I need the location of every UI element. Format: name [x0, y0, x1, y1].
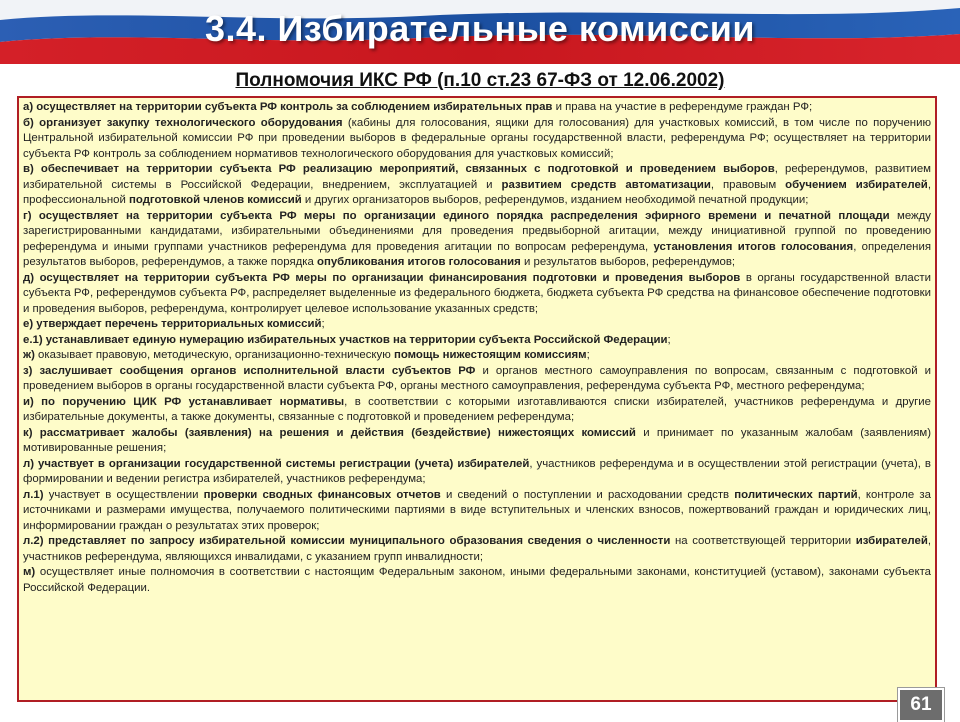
list-item [23, 364, 931, 395]
bold-text-segment: развитием средств автоматизации [501, 178, 711, 191]
text-segment: осуществляет иные полномочия в соответствии с настоящим Федеральным законом, иными федеральными законами, конституцией (уставом), законами субъекта Российской Федерации. [23, 566, 931, 594]
bold-text-segment: з) заслушивает сообщения органов исполнительной власти субъектов РФ [23, 364, 476, 377]
text-segment: ; [667, 333, 671, 346]
list-item [23, 488, 931, 535]
bold-text-segment: л.1) [23, 488, 44, 501]
bold-text-segment: е.1) устанавливает единую нумерацию избирательных участков на территории субъекта Российской Федерации [23, 333, 668, 346]
text-segment: и других организаторов выборов, референдумов, изданием необходимой печатной продукции; [301, 194, 809, 206]
slide-title: 3.4. Избирательные комиссии [204, 8, 756, 49]
bold-text-segment: л) участвует в организации государственной системы регистрации (учета) избирателей [23, 457, 530, 470]
text-segment: оказывает правовую, методическую, организационно-техническую [34, 349, 394, 361]
bold-text-segment: подготовкой членов комиссий [129, 194, 302, 206]
bold-text-segment: опубликования итогов голосования [317, 256, 521, 268]
text-segment: , правовым [710, 178, 786, 191]
bold-text-segment: помощь нижестоящим комиссиям [393, 349, 587, 361]
list-item [23, 116, 931, 163]
bold-text-segment: б) организует закупку технологического оборудования [23, 116, 343, 129]
bold-text-segment: л.2) представляет по запросу избирательной комиссии муниципального образования сведения о численности [23, 535, 671, 547]
slide-subtitle [0, 70, 960, 92]
bold-text-segment: политических партий [734, 488, 858, 501]
bold-text-segment: установления итогов голосования [653, 240, 854, 253]
page-number-badge: 61 [898, 688, 944, 722]
list-item [23, 426, 931, 457]
list-item [23, 565, 931, 596]
text-segment: , участников референдума, являющихся инвалидами, с указанием групп инвалидности; [23, 535, 932, 563]
text-segment: и принимает по указанным жалобам (заявлениям) мотивированные решения; [23, 426, 932, 454]
list-item [23, 209, 931, 271]
bold-text-segment: избирателей [855, 535, 928, 547]
header-banner [0, 0, 960, 64]
text-segment: , участников референдума и в осуществлении этой регистрации (учета), в формировании и ведении регистра избирателей, участников референдума; [23, 457, 931, 485]
list-item [23, 395, 931, 426]
list-item [23, 348, 931, 364]
text-segment: , определения результатов выборов, референдумов, а также порядка [23, 240, 931, 268]
bold-text-segment: и) по поручению ЦИК РФ устанавливает нормативы [23, 395, 345, 408]
list-item [23, 333, 931, 349]
bold-text-segment: д) осуществляет на территории субъекта РФ меры по организации финансирования подготовки и проведения выборов [23, 271, 741, 284]
bold-text-segment: в) обеспечивает на территории субъекта РФ реализацию мероприятий, связанных с подготовкой и проведением выборов [23, 163, 775, 175]
bold-text-segment: обучением избирателей [785, 178, 928, 191]
bold-text-segment: ж) [23, 349, 35, 361]
text-segment: и результатов выборов, референдумов; [520, 256, 736, 268]
text-segment: и права на участие в референдуме граждан РФ; [552, 101, 813, 113]
list-item [23, 271, 931, 318]
text-segment: между зарегистрированными кандидатами, избирательными объединениями для проведения предвыборной агитации, между инициативной группой по проведению референдума и иными группами участников референдума для проведения агитации по вопросам референдума, [23, 209, 931, 253]
text-segment: в органы государственной власти субъекта РФ, референдумов субъекта РФ, распределяет выделенные из федерального бюджета, бюджета субъекта РФ средства на финансовое обеспечение подготовки и проведения выборов, референдума, контролирует целевое использование указанных средств; [23, 271, 931, 315]
list-item [23, 162, 931, 209]
text-segment: , в соответствии с которыми изготавливаются списки избирателей, участников референдума и другие избирательные документы, а также документы, связанные с подготовкой и проведением референдума; [23, 395, 931, 423]
text-segment: , профессиональной [23, 178, 931, 206]
bold-text-segment: к) рассматривает жалобы (заявления) на решения и действия (бездействие) нижестоящих комиссий [23, 426, 636, 439]
list-item [23, 317, 931, 333]
list-item [23, 457, 931, 488]
text-segment: и сведений о поступлении и расходовании средств [440, 488, 735, 501]
list-item [23, 534, 931, 565]
list-item [23, 100, 931, 116]
text-segment: ; [321, 318, 325, 330]
bold-text-segment: а) осуществляет на территории субъекта РФ контроль за соблюдением избирательных прав [23, 101, 553, 113]
text-segment: участвует в осуществлении [43, 488, 204, 501]
text-segment: , контроле за источниками и размерами имущества, получаемого политическими партиями в виде вступительных и членских взносов, пожертвований граждан и юридических лиц, информировании граждан о результатах этих проверок; [23, 488, 931, 532]
bold-text-segment: г) осуществляет на территории субъекта РФ меры по организации единого порядка распределения эфирного времени и печатной площади [23, 209, 890, 222]
text-segment: (кабины для голосования, ящики для голосования) для участковых комиссий, в том числе по поручению Центральной избирательной комиссии РФ при проведении выборов в федеральные органы государственной власти, референдума РФ; осуществляет на территории субъекта РФ контроль за соблюдением нормативов технологического оборудования для участковых комиссий; [23, 116, 931, 160]
subtitle-text: Полномочия ИКС РФ (п.10 ст.23 67-ФЗ от 12.06.2002) [235, 70, 725, 91]
bold-text-segment: е) утверждает перечень территориальных комиссий [23, 318, 322, 330]
text-segment: и органов местного самоуправления по вопросам, связанным с подготовкой и проведением выборов в органы государственной власти субъекта РФ, органы местного самоуправления, референдума субъекта РФ, местного референдума; [23, 364, 932, 392]
bold-text-segment: проверки сводных финансовых отчетов [203, 488, 441, 501]
powers-list-box [17, 96, 937, 702]
text-segment: ; [586, 349, 590, 361]
text-segment: , референдумов, развитием избирательной системы в Российской Федерации, внедрением, эксплуатацией и [23, 163, 931, 191]
bold-text-segment: м) [23, 566, 36, 578]
text-segment: на соответствующей территории [670, 535, 856, 547]
